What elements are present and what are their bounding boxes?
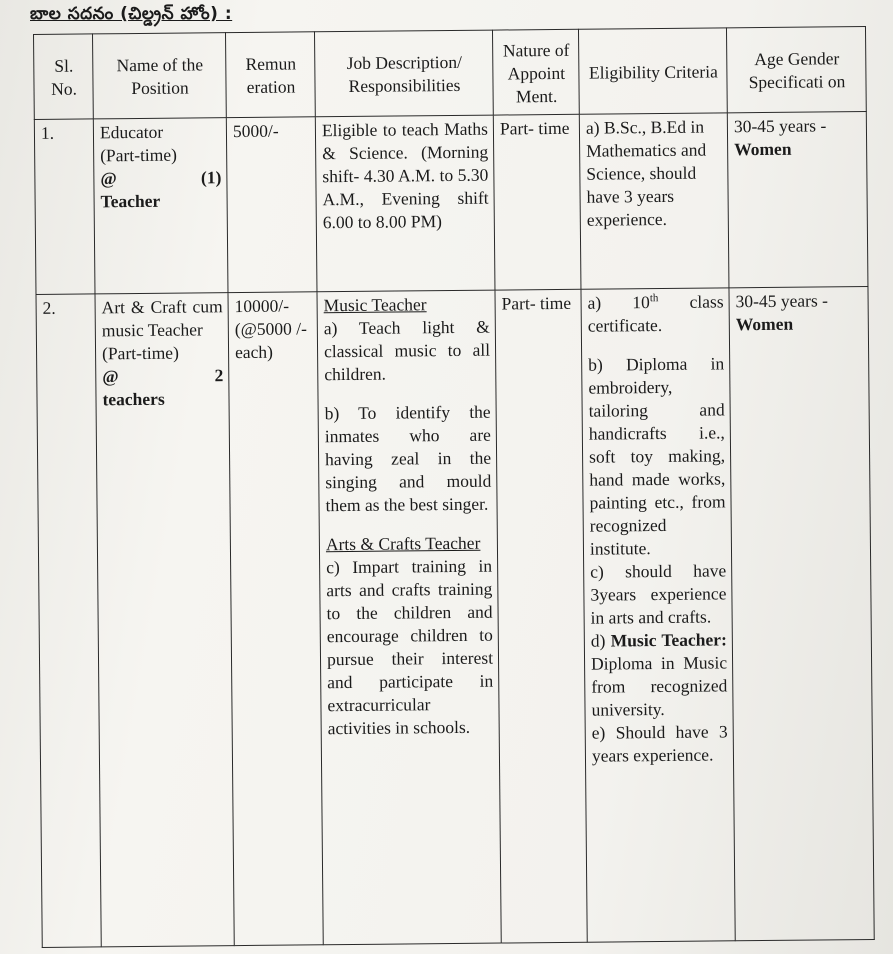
table-row	[36, 286, 874, 947]
elig-d-bold: Music Teacher:	[610, 629, 727, 651]
section-heading-text: బాల సదనం (చిల్డ్రన్ హోం) :	[30, 4, 233, 24]
header-position: Name of the Position	[93, 33, 227, 119]
table-header-row	[34, 27, 867, 120]
header-remuneration: Remun eration	[225, 32, 315, 118]
position-at: @	[102, 366, 119, 387]
elig-a-sup: th	[649, 292, 659, 305]
arts-duty-c: c) Impart training in arts and crafts training to the children and encourage children to pursue their interest and participate in extracurricular activities in schools.	[326, 555, 494, 739]
position-role: Teacher	[100, 190, 161, 212]
elig-b: b) Diploma in embroidery, tailoring and handicrafts i.e., soft toy making, hand made works, painting etc., from recognized institute.	[588, 353, 726, 559]
cell-sl-no: 2.	[36, 294, 101, 948]
header-job-description: Job Description/ Responsibilities	[314, 30, 493, 117]
cell-position	[95, 293, 234, 947]
positions-table	[33, 26, 875, 948]
elig-d-label: d)	[590, 630, 611, 651]
cell-nature: Part- time	[493, 114, 581, 290]
header-nature: Nature of Appoint Ment.	[492, 29, 579, 115]
gender: Women	[734, 138, 792, 160]
elig-e: e) Should have 3 years experience.	[591, 721, 728, 766]
position-name: Educator	[99, 121, 164, 143]
position-count: (1)	[200, 167, 222, 188]
cell-remuneration: 10000/- (@5000 /- each)	[228, 292, 323, 946]
table-row	[34, 112, 868, 295]
spacer	[324, 385, 490, 403]
cell-job-description: Eligible to teach Maths & Science. (Morning shift- 4.30 A.M. to 5.30 A.M., Evening shift 6.00 to 8.00 PM)	[315, 115, 495, 292]
arts-teacher-title: Arts & Crafts Teacher	[325, 532, 481, 555]
elig-d	[591, 628, 728, 721]
cell-eligibility	[581, 288, 735, 942]
age-range: 30-45 years -	[733, 115, 827, 137]
position-type: (Part-time)	[101, 342, 179, 364]
music-duty-b: b) To identify the inmates who are having zeal in the singing and mould them as the best singer.	[324, 401, 492, 516]
position-count-line	[100, 166, 221, 190]
cell-sl-no: 1.	[34, 119, 95, 295]
position-count-line	[102, 364, 223, 388]
header-sl-no: Sl. No.	[34, 34, 94, 120]
position-count: 2	[214, 365, 224, 386]
cell-eligibility: a) B.Sc., B.Ed in Mathematics and Science, should have 3 years experience.	[579, 113, 729, 289]
elig-a-text: a) 10	[587, 292, 650, 313]
elig-d-text: Diploma in Music from recognized university.	[590, 652, 728, 720]
elig-a	[587, 290, 723, 337]
position-at: @	[100, 168, 117, 189]
cell-age-gender	[729, 286, 874, 940]
cell-job-description	[317, 290, 501, 945]
cell-position	[93, 118, 228, 294]
spacer	[588, 336, 724, 353]
cell-age-gender	[727, 112, 868, 288]
position-role: teachers	[102, 388, 165, 410]
age-range: 30-45 years -	[735, 290, 829, 312]
position-name: Art & Craft cum music Teacher	[101, 296, 223, 341]
elig-c: c) should have 3years experience in arts and crafts.	[590, 560, 727, 628]
cell-remuneration: 5000/-	[226, 117, 317, 293]
cell-nature: Part- time	[495, 289, 587, 943]
elig-a-rest: class certificate.	[587, 291, 724, 336]
music-teacher-title: Music Teacher	[323, 294, 427, 316]
gender: Women	[735, 313, 794, 335]
header-eligibility: Eligibility Criteria	[578, 28, 727, 114]
music-duty-a: a) Teach light & classical music to all children.	[323, 316, 491, 385]
spacer	[326, 516, 492, 534]
position-type: (Part-time)	[100, 144, 178, 166]
section-heading	[30, 4, 232, 28]
header-age-gender: Age Gender Specificati on	[726, 27, 866, 113]
